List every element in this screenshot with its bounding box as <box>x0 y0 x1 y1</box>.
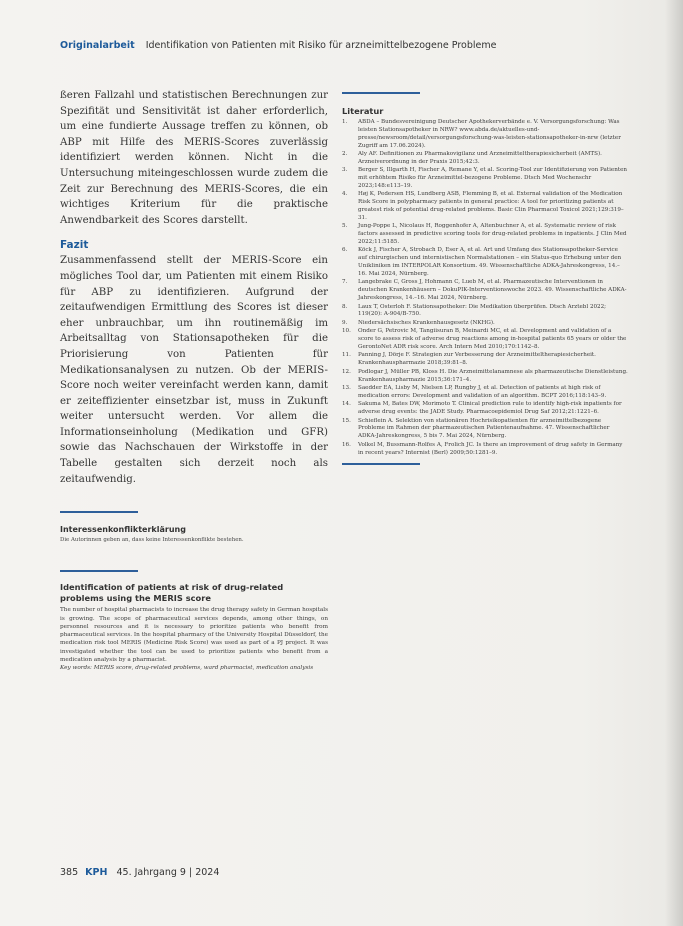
reference-text: Høj K, Pedersen HS, Lundberg ASB, Flemming B, et al. External validation of the Medication Risk Score in polypharmacy patients in general practice: A tool for prioritizing patients at greatest risk of potential drug-related problems. Basic Clin Pharmacol Toxicol 2021;129:319–31. <box>358 191 624 221</box>
fazit-heading: Fazit <box>60 239 89 252</box>
reference-number: 14. <box>342 401 351 408</box>
reference-text: Niedersächsisches Krankenhausgesetz (NKHG). <box>358 319 495 326</box>
section-divider <box>342 92 420 94</box>
running-head <box>60 40 496 51</box>
reference-text: Langebrake C, Gross J, Hohmann C, Lueb M, et al. Pharmazeutische Interventionen in deutschen Krankenhäusern – DokuPIK-Interventionswoche 2023. 49. Wissenschaftliche ADKA-Jahreskongress, 14.–16. Mai 2024, Nürnberg. <box>358 279 627 302</box>
section-divider <box>60 511 138 513</box>
section-divider <box>342 463 420 465</box>
reference-number: 6. <box>342 247 348 254</box>
reference-item <box>342 442 628 458</box>
reference-item <box>342 320 628 328</box>
page-spine-shadow <box>665 0 683 926</box>
reference-item <box>342 279 628 303</box>
references-heading: Literatur <box>342 106 384 116</box>
reference-item <box>342 369 628 385</box>
reference-number: 9. <box>342 319 348 326</box>
reference-item <box>342 401 628 417</box>
reference-number: 10. <box>342 328 351 335</box>
reference-list <box>342 119 628 457</box>
reference-number: 7. <box>342 279 348 286</box>
left-column <box>60 88 328 673</box>
reference-item <box>342 247 628 278</box>
reference-text: Jung-Poppe L, Nicolaus H, Roggenhofer A, Altenbuchner A, et al. Systematic review of risk factors assessed in predictive scoring tools for drug-related problems in inpatients. J Clin Med 2022;11:5185. <box>358 223 627 246</box>
reference-item <box>342 223 628 247</box>
running-title: Identifikation von Patienten mit Risiko für arzneimittelbezogene Probleme <box>145 40 497 51</box>
reference-text: Köck J, Fischer A, Strobach D, Eser A, et al. Art und Umfang des Stationsapotheker-Service auf chirurgischen und internistischen Normalstationen – ein Status-quo Erhebung unter den Unikliniken im INTERPOLAR Konsortium. 49. Wissenschaftliche ADKA-Jahreskongress, 14.–16. Mai 2024, Nürnberg. <box>358 247 622 277</box>
issue-info: 45. Jahrgang 9 | 2024 <box>116 867 220 878</box>
reference-item <box>342 167 628 191</box>
reference-number: 3. <box>342 167 348 174</box>
section-divider <box>60 570 138 572</box>
reference-text: Laux T, Osterloh F. Stationsapotheker: Die Medikation überprüfen. Dtsch Arztebl 2022; 119(20): A-904/B-750. <box>358 303 607 318</box>
reference-item <box>342 304 628 320</box>
reference-number: 11. <box>342 352 351 359</box>
reference-text: Onder G, Petrovic M, Tangiisuran B, Meinardi MC, et al. Development and validation of a score to assess risk of adverse drug reactions among in-hospital patients 65 years or older the GerontoNet ADR risk score. Arch Intern Med 2010;170:1142–8. <box>358 328 627 350</box>
reference-item <box>342 191 628 222</box>
keywords: Key words: MERIS score, drug-related problems, ward pharmacist, medication analysis <box>60 665 314 672</box>
coi-heading: Interessenkonflikterklärung <box>60 525 186 535</box>
reference-number: 13. <box>342 384 351 391</box>
reference-item <box>342 328 628 352</box>
page-footer <box>60 867 219 878</box>
reference-item <box>342 418 628 442</box>
page-number: 385 <box>60 867 79 878</box>
coi-text: Die Autorinnen geben an, dass keine Interessenkonflikte bestehen. <box>60 537 244 544</box>
reference-text: Schieflein A. Selektion von stationären Hochrisikopatienten für arzneimittelbezogene Probleme im Rahmen der pharmazeutischen Patientenaufnahme. 47. Wissenschaftlicher ADKA-Jahreskongress, 5 bis 7. Mai 2024, Nürnberg. <box>358 417 610 440</box>
reference-number: 4. <box>342 191 348 198</box>
reference-text: ABDA – Bundesvereinigung Deutscher Apothekerverbände e. V. Versorgungsforschung: Was leisten Stationsapotheker in NRW? www.abda.de/aktuelles-und-presse/newsroom/detail/versorgungsforschung-was-leisten-stationsapotheker-in-nrw (letzter Zugriff am 17.06.2024). <box>358 119 621 149</box>
reference-number: 1. <box>342 119 348 125</box>
reference-text: Saedder EA, Lisby M, Nielsen LP, Rungby J, et al. Detection of patients at high risk of medication errors: Development and validation of an algorithm. BCPT 2016;118:143–9. <box>358 384 607 399</box>
article-type: Originalarbeit <box>60 40 135 51</box>
abstract-heading: Identification of patients at risk of drug-related problems using the MERIS score <box>60 582 284 604</box>
reference-number: 2. <box>342 150 348 157</box>
intro-paragraph: ßeren Fallzahl und statistischen Berechnungen zur Spezifität und Sensitivität ist daher erforderlich, um eine fundierte Aussage treffen zu können, ob ABP mit Hilfe des MERIS-Scores zuverlässig identifiziert werden können. Nicht in die Untersuchung miteingeschlossen wurde zudem die Zeit zur Berechnung des MERIS-Scores, die ein wichtiges Kriterium für die praktische Anwendbarkeit des Scores darstellt. <box>60 90 328 226</box>
reference-text: Panning J, Dörje F. Strategien zur Verbesserung der Arzneimitteltherapiesicherheit. Krankenhauspharmazie 2018;39:81–8. <box>358 352 596 367</box>
reference-item <box>342 119 628 150</box>
reference-number: 16. <box>342 441 351 448</box>
reference-text: Volkel M, Bussmann-Rolfes A, Frolich JC. Is there an improvement of drug safety in Germany in recent years? Internist (Berl) 2009;50:1281–9. <box>358 441 623 456</box>
reference-text: Berger S, Illgarth H, Fischer A, Remane Y, et al. Scoring-Tool zur Identifizierung von Patienten mit erhöhtem Risiko für Arzneimittel-bezogene Probleme. Dtsch Med Wochenschr 2023;148:e113–19. <box>358 167 627 189</box>
journal-brand: KPH <box>85 867 108 878</box>
reference-text: Podlogar J, Müller PB, Kloss H. Die Arzneimittelanamnese als pharmazeutische Dienstleistung. Krankenhauspharmazie 2015;36:171–4. <box>358 368 628 383</box>
reference-item <box>342 385 628 401</box>
reference-number: 15. <box>342 417 351 424</box>
reference-item <box>342 352 628 368</box>
reference-text: Aly AF. Definitionen zu Pharmakovigilanz und Arzneimitteltherapiesicherheit (AMTS). Arzneiverordnung in der Praxis 2015;42:3. <box>358 150 602 165</box>
reference-number: 5. <box>342 223 348 230</box>
abstract-text: The number of hospital pharmacists to increase the drug therapy safety in German hospitals is growing. The scope of pharmaceutical services depends, among other things, on personnel resources and it is necessary to prioritize patients who benefit from pharmaceutical services. In the hospital pharmacy of the University Hospital Düsseldorf, the medication risk tool MERIS (Medicine Risk Score) was used as part of a PJ project. It was investigated whether the tool can be used to prioritize patients who benefit from a medication analysis by a pharmacist. <box>60 607 328 664</box>
right-column <box>342 92 628 465</box>
reference-number: 8. <box>342 303 348 310</box>
reference-text: Sakuma M, Bates DW, Morimoto T. Clinical prediction rule to identify high-risk inpatients for adverse drug events: the JADE Study. Pharmacoepidemiol Drug Saf 2012;21:1221–6. <box>358 401 622 416</box>
reference-number: 12. <box>342 368 351 375</box>
reference-item <box>342 151 628 167</box>
fazit-paragraph: Zusammenfassend stellt der MERIS-Score ein mögliches Tool dar, um Patienten mit einem Risiko für ABP zu identifizieren. Aufgrund der zeitaufwendigen Ermittlung des Scores ist dieser eher unbrauchbar, um ihn routinemäßig im Arbeitsalltag von Stationsapotheken für die Priorisierung von Patienten für Medikationsanalysen zu nutzen. Ob der MERIS-Score noch weiter vereinfacht werden kann, damit er zeiteffizienter einsetzbar ist, muss in Zukunft weiter untersucht werden. Vor allem die Informationseinholung (Medikation und GFR) sowie das Nachschauen der Wirkstoffe in der Tabelle gestalten sich derzeit noch als zeitaufwendig. <box>60 255 328 485</box>
